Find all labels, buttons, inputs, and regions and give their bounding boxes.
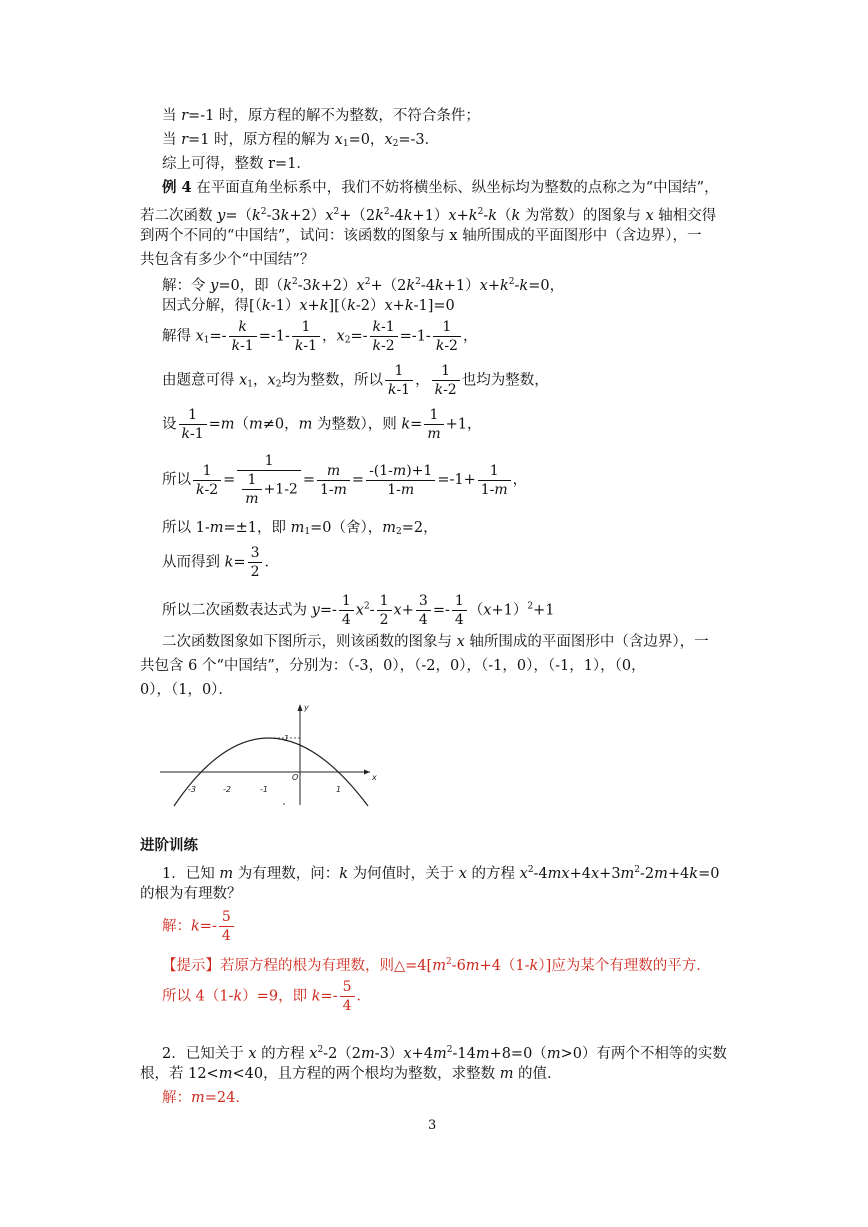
text-line: 共包含 6 个“中国结”，分别为：（-3，0），（-2，0），（-1，0），（-1，1），（0， — [140, 658, 646, 674]
text-line: 若二次函数 $y=(k^2-3k+2)x^2+(2k^2-4k+1)x+k^2-k(k$ 为常数）的图象与 x 轴相交得 — [140, 207, 717, 224]
y-axis-label: y — [304, 703, 309, 712]
question-2-cont: 根，若 12<m<40，且方程的两个根均为整数，求整数 m 的值． — [140, 1066, 562, 1082]
solution-line: 所以 $\frac{1}{k-2}$ = 1 $\frac{1}{m}$ +1-2 = $\frac{m}{1-m}$ = $\frac{-(1-m)+1}{1-m}$ =-1+ $\frac{1}{1-m}$ ， — [162, 453, 528, 507]
solution-line: 解得 $x_1=-$ $\frac{k}{k-1}$ =-1- $\frac{1}{k-1}$ ，$x_2=-$ $\frac{k-1}{k-2}$ =-1- $\frac{1}{k-2}$ ， — [162, 319, 478, 354]
parabola-graph — [160, 700, 380, 810]
vertex-label: 1 — [284, 734, 290, 743]
text-line: 共包含有多少个“中国结”？ — [140, 252, 315, 268]
solution-line: 所以二次函数表达式为 y=- $\frac{1}{4}$ $x^2-$ $\frac{1}{2}$ x+ $\frac{3}{4}$ =- $\frac{1}{4}$ $(x+1)^2+1$ — [162, 593, 555, 628]
answer-1: 解：k=- $\frac{5}{4}$ — [162, 908, 236, 945]
hint-label: 【提示】 — [162, 958, 220, 974]
x-axis-label: x — [372, 773, 377, 782]
solution-line: 从而得到 k= $\frac{3}{2}$ ． — [162, 545, 279, 580]
origin-label: O — [292, 773, 299, 782]
solution-line: 由题意可得 $x_1$，$x_2$均为整数，所以 $\frac{1}{k-1}$ ， $\frac{1}{k-2}$ 也均为整数， — [162, 363, 549, 398]
example-4-line: 例 4 在平面直角坐标系中，我们不妨将横坐标、纵坐标均为整数的点称之为“中国结”， — [162, 179, 719, 196]
text-line: 当 r=-1 时，原方程的解不为整数，不符合条件； — [162, 108, 480, 124]
solution-line: 所以 1-m=±1，即 $m_1=0$（舍），$m_2=2$， — [162, 520, 438, 537]
page-number: 3 — [428, 1118, 437, 1133]
dot-mark — [283, 803, 285, 805]
tick-label: -2 — [223, 785, 231, 794]
x-axis-arrow — [364, 770, 370, 775]
question-1: 1．已知 m 为有理数，问：k 为何值时，关于 x 的方程 $x^2-4mx+4x+3m^2-2m+4k=0$ — [162, 865, 720, 882]
question-2: 2．已知关于 x 的方程 $x^2-2(2m-3)x+4m^2-14m+8=0(m>0)$有两个不相等的实数 — [162, 1045, 727, 1062]
tick-label: -1 — [260, 785, 268, 794]
text-line: 到两个不同的“中国结”，试问：该函数的图象与 x 轴所围成的平面图形中（含边界），一 — [140, 228, 702, 244]
section-title: 进阶训练 — [140, 837, 198, 854]
solution-line: 解：令 y=0，即$(k^2-3k+2)x^2+(2k^2-4k+1)x+k^2-k=0$， — [162, 277, 565, 294]
example-label: 例 4 — [162, 179, 192, 196]
text-line: 二次函数图象如下图所示，则该函数的图象与 x 轴所围成的平面图形中（含边界），一 — [162, 634, 709, 650]
y-axis-arrow — [298, 704, 303, 711]
hint-line-2: 所以 4（1-k）=9，即 k=- $\frac{5}{4}$ ． — [162, 979, 372, 1014]
text-line: 综上可得，整数 r=1． — [162, 156, 311, 172]
tick-label: -3 — [188, 785, 196, 794]
text-line: 0），（1，0）． — [140, 682, 233, 698]
question-1-cont: 的根为有理数？ — [140, 886, 242, 902]
solution-line: 设 $\frac{1}{k-1}$ =m（m≠0，m 为整数），则 k= $\frac{1}{m}$ +1， — [162, 407, 482, 442]
tick-label: 1 — [336, 785, 342, 794]
solution-line: 因式分解，得[（k-1）x+k][（k-2）x+k-1]=0 — [162, 298, 455, 314]
hint-line: 【提示】若原方程的根为有理数，则$\triangle=4[m^2-6m+4(1-k)]$应为某个有理数的平方． — [162, 957, 711, 974]
text-line: 当 r=1 时，原方程的解为 $x_1=0$，$x_2=-3$． — [162, 132, 440, 149]
answer-2: 解：m=24． — [162, 1090, 250, 1106]
